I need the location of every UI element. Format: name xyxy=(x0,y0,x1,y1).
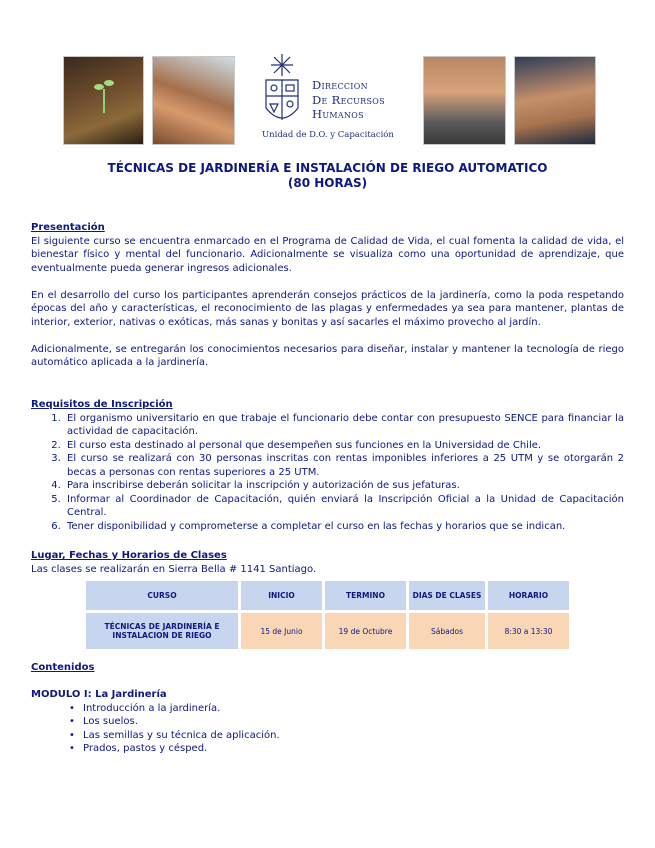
lugar-text: Las clases se realizarán en Sierra Bella # 1141 Santiago. xyxy=(31,563,317,575)
module-title: MODULO I: La Jardinería xyxy=(31,689,167,700)
list-item: • Introducción a la jardinería. xyxy=(69,702,624,716)
header-curso: CURSO xyxy=(86,581,238,610)
header-dias: DIAS DE CLASES xyxy=(409,581,485,610)
department-name xyxy=(312,78,385,122)
list-item: 1. El organismo universitario en que trabaje el funcionario debe contar con presupuesto SENCE para financiar la actividad de capacitación. xyxy=(64,412,624,439)
presentacion-heading: Presentación xyxy=(31,222,105,233)
presentacion-paragraph: En el desarrollo del curso los participantes aprenderán consejos prácticos de la jardinería, como la poda respetando épocas del año y características, el reconocimiento de las plagas y enfermedades ya sea para mantener, plantas de interior, exterior, nativas o exóticas, más sanas y bonitas y así sacarles el máximo provecho al jardín. xyxy=(31,289,624,328)
title-line-1: TÉCNICAS DE JARDINERÍA E INSTALACIÓN DE RIEGO AUTOMATICO xyxy=(107,161,548,175)
cell-horario: 8:30 a 13:30 xyxy=(488,613,569,649)
table-header-row xyxy=(86,581,569,610)
handshake-photo xyxy=(152,56,235,145)
logo-subtitle: Unidad de D.O. y Capacitación xyxy=(262,130,394,140)
cell-inicio: 15 de Junio xyxy=(241,613,322,649)
header-inicio: INICIO xyxy=(241,581,322,610)
team-hands-photo xyxy=(514,56,596,145)
cell-dias: Sábados xyxy=(409,613,485,649)
list-item: • Los suelos. xyxy=(69,715,624,729)
cell-curso: TÉCNICAS DE JARDINERÍA E INSTALACION DE RIEGO xyxy=(86,613,238,649)
seedling-hands-photo xyxy=(63,56,144,145)
logo-line-2: De Recursos xyxy=(312,92,385,107)
university-shield-icon xyxy=(264,54,300,130)
list-item: 3. El curso se realizará con 30 personas inscritas con rentas imponibles inferiores a 25 UTM y se otorgarán 2 becas a personas con rentas superiores a 25 UTM. xyxy=(64,452,624,479)
list-item: 6. Tener disponibilidad y comprometerse a completar el curso en las fechas y horarios que se indican. xyxy=(64,520,624,534)
contenidos-heading: Contenidos xyxy=(31,662,95,673)
list-item: 4. Para inscribirse deberán solicitar la inscripción y autorización de sus jefaturas. xyxy=(64,479,624,493)
list-item: 5. Informar al Coordinador de Capacitación, quién enviará la Inscripción Oficial a la Unidad de Capacitación Central. xyxy=(64,493,624,520)
cell-termino: 19 de Octubre xyxy=(325,613,406,649)
thumbs-up-photo xyxy=(423,56,506,145)
header-horario: HORARIO xyxy=(488,581,569,610)
presentacion-paragraph: El siguiente curso se encuentra enmarcado en el Programa de Calidad de Vida, el cual fomenta la calidad de vida, el bienestar físico y mental del funcionario. Adicionalmente se visualiza como una oportunidad de aprendizaje, que eventualmente pueda generar ingresos adicionales. xyxy=(31,235,624,274)
logo-line-3: Humanos xyxy=(312,107,364,121)
lugar-heading: Lugar, Fechas y Horarios de Clases xyxy=(31,550,227,561)
header-banner xyxy=(0,52,655,147)
requisitos-heading: Requisitos de Inscripción xyxy=(31,399,173,410)
table-row xyxy=(86,613,569,649)
presentacion-section xyxy=(31,221,624,370)
logo-line-1: Direccion xyxy=(312,78,368,92)
requisitos-list xyxy=(31,412,624,534)
presentacion-paragraph: Adicionalmente, se entregarán los conocimientos necesarios para diseñar, instalar y mantener la tecnología de riego automático aplicada a la jardinería. xyxy=(31,343,624,368)
requisitos-section xyxy=(31,398,624,533)
lugar-section xyxy=(31,549,624,576)
module-list xyxy=(31,702,624,756)
sprout-icon xyxy=(94,75,114,113)
list-item: • Prados, pastos y césped. xyxy=(69,742,624,756)
page-title xyxy=(0,161,655,191)
title-line-2: (80 HORAS) xyxy=(287,176,368,190)
list-item: • Las semillas y su técnica de aplicación. xyxy=(69,729,624,743)
schedule-table xyxy=(83,578,572,652)
header-termino: TERMINO xyxy=(325,581,406,610)
list-item: 2. El curso esta destinado al personal que desempeñen sus funciones en la Universidad de Chile. xyxy=(64,439,624,453)
university-logo xyxy=(262,52,412,147)
contenidos-section xyxy=(31,661,624,756)
